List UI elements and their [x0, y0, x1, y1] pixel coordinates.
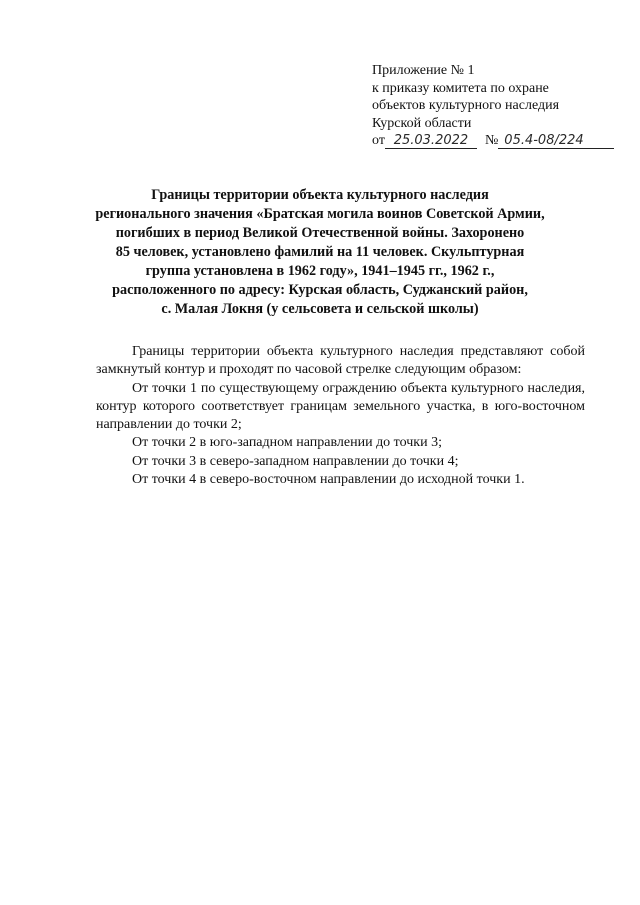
body-paragraph: От точки 2 в юго-западном направлении до точки 3;	[132, 435, 442, 451]
handwritten-date: 25.03.2022	[385, 133, 477, 149]
body-paragraph: Границы территории объекта культурного наследия представляют собой замкнутый контур и проходят по часовой стрелке следующим образом:	[96, 344, 585, 378]
title-line: с. Малая Локня (у сельсовета и сельской школы)	[161, 301, 479, 317]
order-date-number-line	[372, 132, 622, 150]
appendix-committee: объектов культурного наследия	[372, 98, 560, 113]
title-line: погибших в период Великой Отечественной войны. Захоронено	[115, 225, 525, 241]
handwritten-order-number: 05.4-08/224	[498, 133, 614, 149]
number-label: №	[484, 133, 499, 148]
title-line: расположенного по адресу: Курская область, Суджанский район,	[112, 282, 528, 298]
appendix-order-ref: к приказу комитета по охране	[372, 80, 549, 96]
title-line: регионального значения «Братская могила воинов Советской Армии,	[95, 206, 545, 222]
appendix-header	[372, 62, 622, 150]
from-label: от	[372, 133, 385, 148]
appendix-region: Курской области	[372, 115, 472, 131]
title-line: группа установлена в 1962 году», 1941–1945 гг., 1962 г.,	[145, 263, 495, 279]
body-paragraph: От точки 4 в северо-восточном направлении до исходной точки 1.	[132, 472, 525, 488]
document-title	[60, 186, 580, 319]
document-body	[96, 343, 585, 489]
appendix-number: Приложение № 1	[372, 63, 475, 78]
title-line: Границы территории объекта культурного наследия	[151, 187, 489, 203]
body-paragraph: От точки 3 в северо-западном направлении до точки 4;	[132, 453, 459, 469]
body-paragraph: От точки 1 по существующему ограждению объекта культурного наследия, контур которого соответствует границам земельного участка, в юго-восточном направлении до точки 2;	[96, 380, 585, 433]
title-line: 85 человек, установлено фамилий на 11 человек. Скульптурная	[115, 244, 525, 260]
